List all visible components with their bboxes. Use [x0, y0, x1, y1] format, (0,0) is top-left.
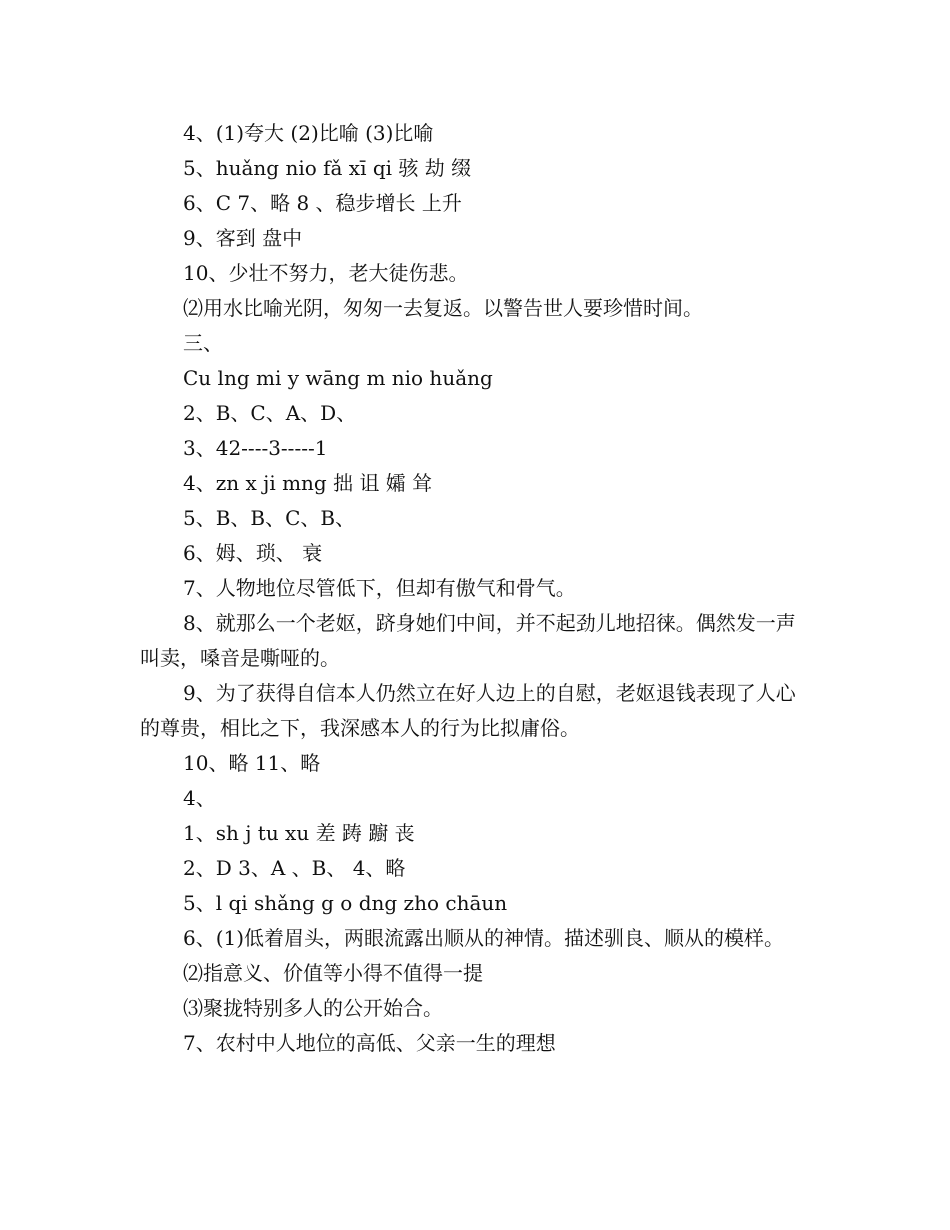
text-paragraph: 8、就那么一个老妪，跻身她们中间，并不起劲儿地招徕。偶然发一声叫卖，嗓音是嘶哑的。 [140, 611, 796, 670]
text-line: 3、42----3-----1 [183, 436, 328, 460]
text-line: 5、l qi shǎng g o dng zho chāun [183, 891, 508, 915]
text-line: 6、C 7、略 8 、稳步增长 上升 [183, 191, 462, 215]
text-line: 5、B、B、C、B、 [183, 506, 356, 530]
text-line: 7、农村中人地位的高低、父亲一生的理想 [183, 1031, 556, 1055]
text-line: ⑵指意义、价值等小得不值得一提 [183, 961, 483, 985]
text-line: 10、略 11、略 [183, 751, 321, 775]
text-line: 2、D 3、A 、B、 4、略 [183, 856, 406, 880]
text-line: 6、姆、琐、 衰 [183, 541, 323, 565]
text-line: ⑵用水比喻光阴，匆匆一去复返。以警告世人要珍惜时间。 [183, 296, 703, 320]
text-line: ⑶聚拢特别多人的公开始合。 [183, 996, 443, 1020]
text-line: 7、人物地位尽管低下，但却有傲气和骨气。 [183, 576, 576, 600]
text-line: 4、(1)夸大 (2)比喻 (3)比喻 [183, 121, 434, 145]
text-paragraph: 6、(1)低着眉头，两眼流露出顺从的神情。描述驯良、顺从的模样。 [183, 926, 785, 950]
text-line: 4、zn x ji mng 拙 诅 孀 耸 [183, 471, 433, 495]
text-line: 4、 [183, 786, 216, 810]
text-line: 1、sh j tu xu 差 踌 躕 丧 [183, 821, 415, 845]
text-line: 三、 [183, 331, 223, 355]
text-line: 5、huǎng nio fǎ xī qi 骇 劫 缀 [183, 156, 472, 180]
text-line: 2、B、C、A、D、 [183, 401, 357, 425]
text-paragraph: 9、为了获得自信本人仍然立在好人边上的自慰，老妪退钱表现了人心的尊贵，相比之下，我深感本人的行为比拟庸俗。 [140, 681, 796, 740]
text-line: Cu lng mi y wāng m nio huǎng [183, 366, 493, 390]
text-line: 9、客到 盘中 [183, 226, 303, 250]
text-line: 10、少壮不努力，老大徒伤悲。 [183, 261, 469, 285]
